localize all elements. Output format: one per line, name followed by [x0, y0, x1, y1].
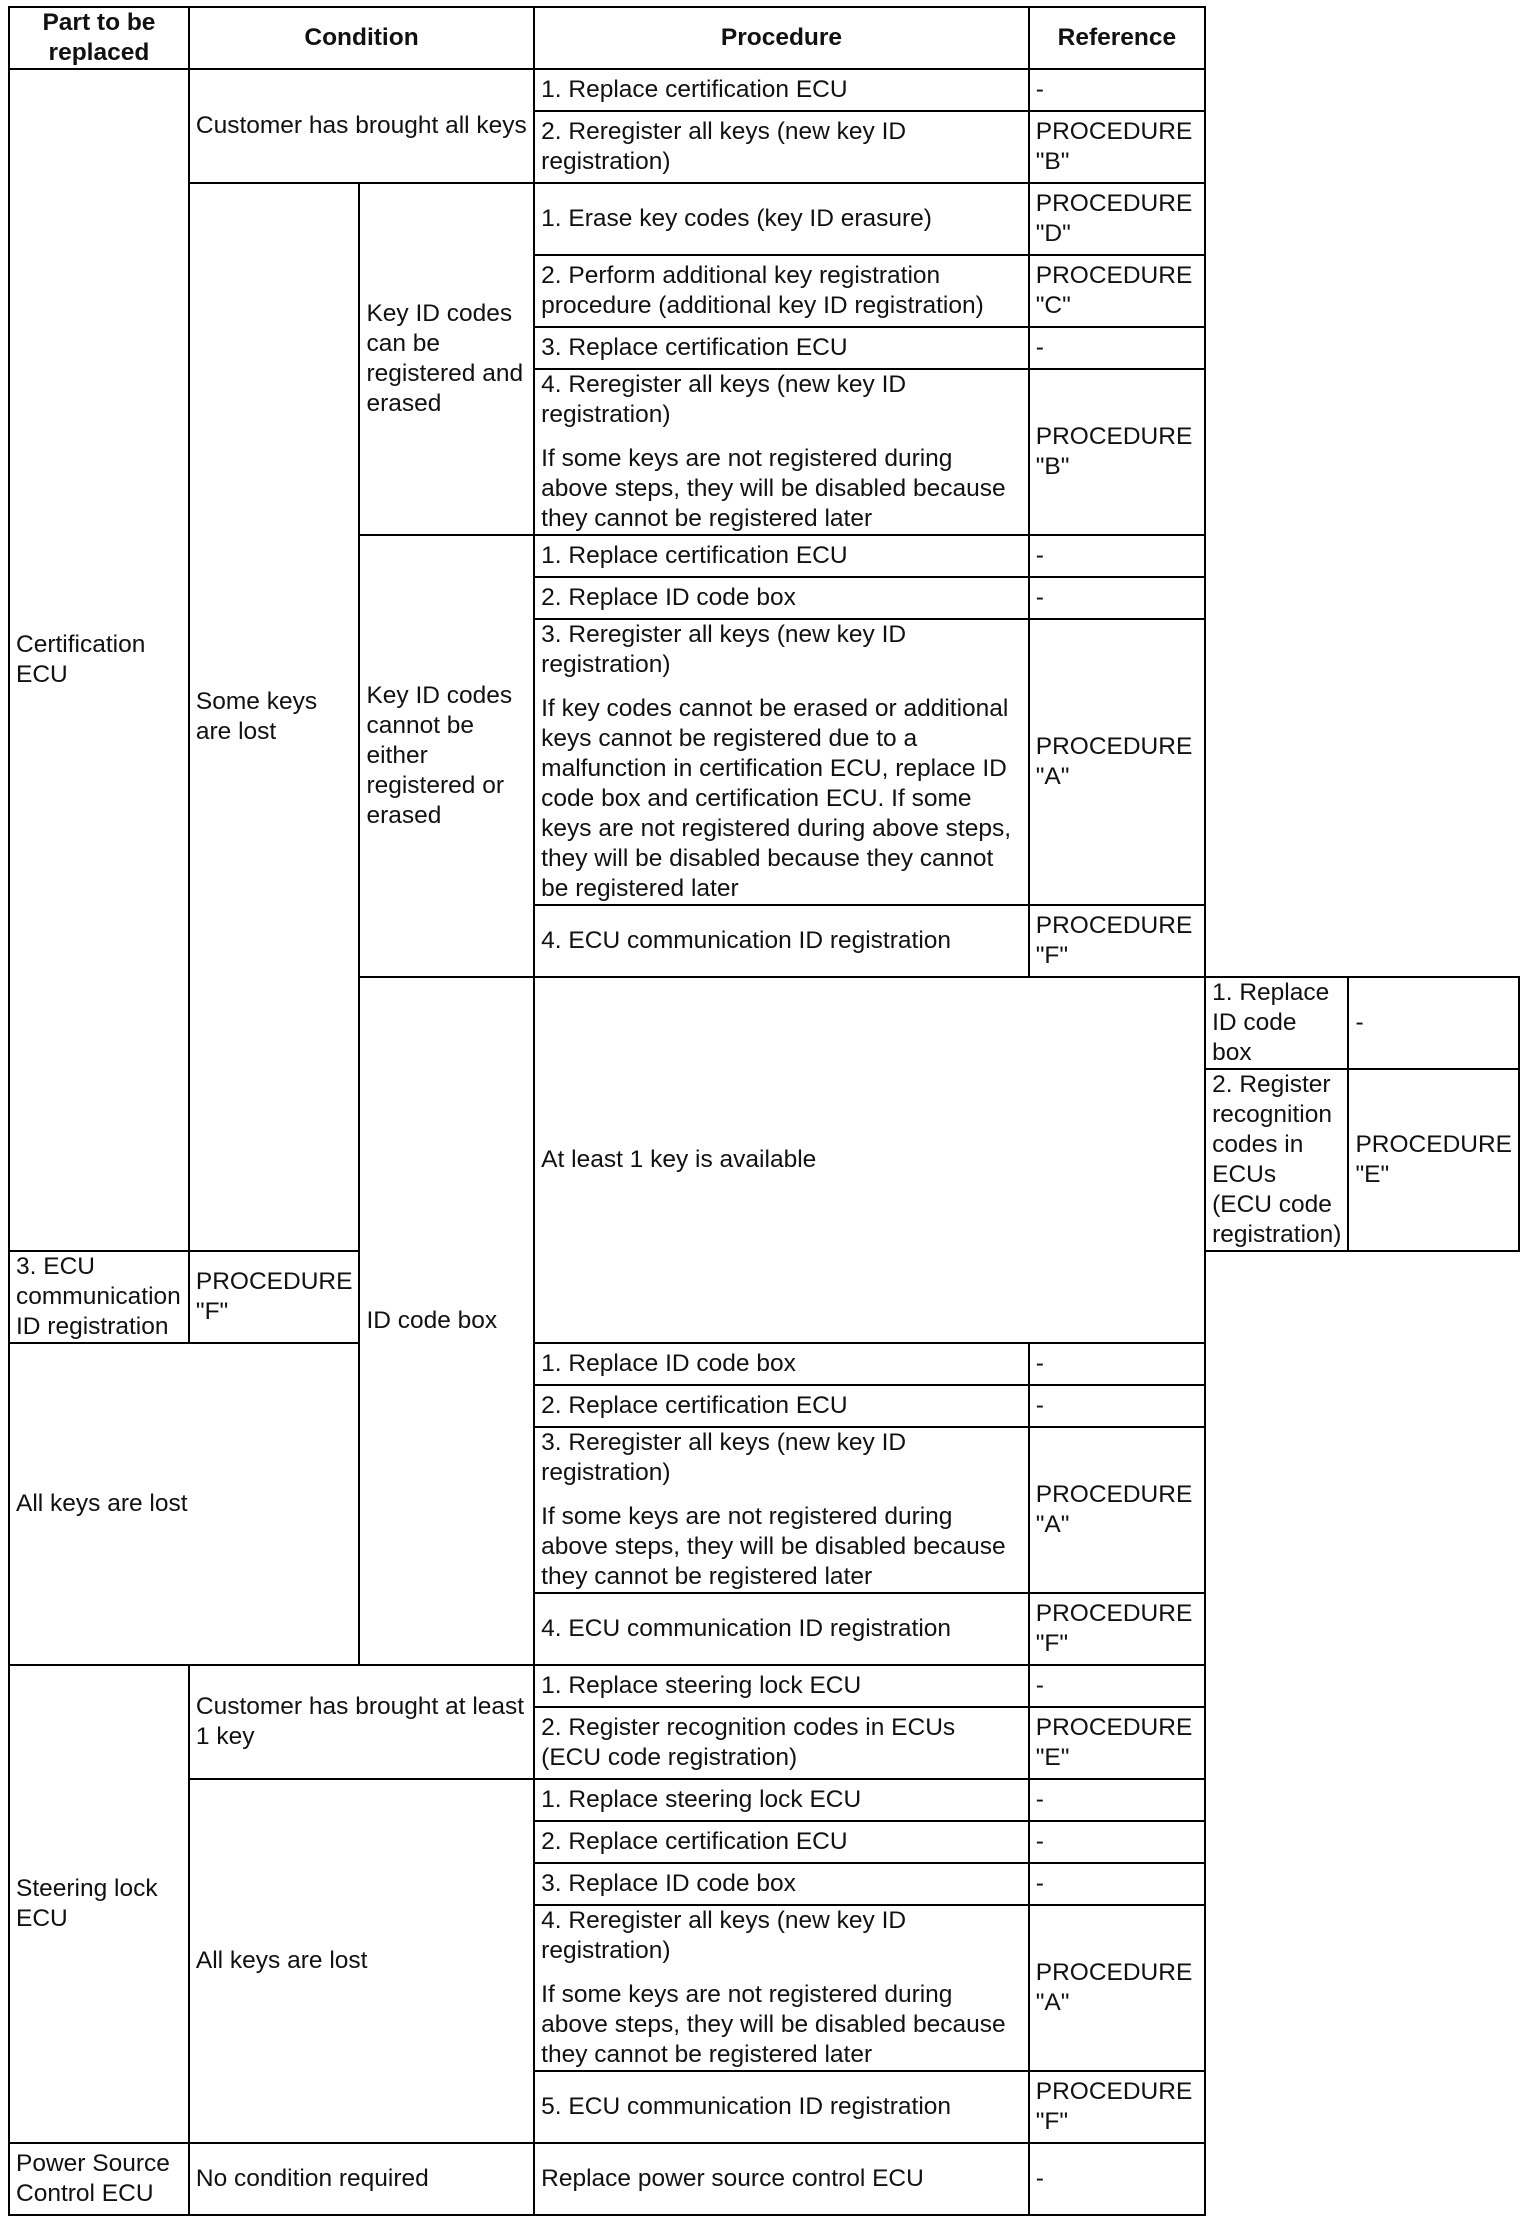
procedure-cell: 1. Replace steering lock ECU	[534, 1665, 1029, 1707]
table-row	[9, 183, 1519, 255]
condition-cell: Some keys are lost	[189, 183, 360, 1251]
procedure-cell: 2. Register recognition codes in ECUs (ECU code registration)	[534, 1707, 1029, 1779]
subcondition-cell: Key ID codes cannot be either registered or erased	[359, 535, 534, 977]
procedure-cell: 2. Replace ID code box	[534, 577, 1029, 619]
header-reference: Reference	[1029, 7, 1205, 69]
reference-cell: PROCEDURE "C"	[1029, 255, 1205, 327]
reference-cell: PROCEDURE "B"	[1029, 369, 1205, 535]
reference-cell: -	[1029, 327, 1205, 369]
reference-cell: PROCEDURE "D"	[1029, 183, 1205, 255]
part-cell-certification-ecu: Certification ECU	[9, 69, 189, 1251]
procedure-cell: 1. Erase key codes (key ID erasure)	[534, 183, 1029, 255]
procedure-note: If some keys are not registered during above steps, they will be disabled because they cannot be registered later	[541, 445, 1006, 532]
subcondition-cell: Key ID codes can be registered and erased	[359, 183, 534, 535]
procedure-cell: 3. Replace ID code box	[534, 1863, 1029, 1905]
procedure-cell	[534, 1905, 1029, 2071]
procedure-note: If some keys are not registered during above steps, they will be disabled because they cannot be registered later	[541, 1981, 1006, 2068]
procedure-cell: 1. Replace certification ECU	[534, 69, 1029, 111]
header-row	[9, 7, 1519, 69]
table-row	[9, 2143, 1519, 2215]
procedure-cell	[534, 619, 1029, 905]
reference-cell: -	[1029, 1821, 1205, 1863]
procedure-cell: Replace power source control ECU	[534, 2143, 1029, 2215]
table-row	[9, 69, 1519, 111]
reference-cell: PROCEDURE "F"	[1029, 1593, 1205, 1665]
procedure-cell: 1. Replace ID code box	[1205, 977, 1348, 1069]
condition-cell: All keys are lost	[189, 1779, 534, 2143]
procedure-cell: 2. Register recognition codes in ECUs (ECU code registration)	[1205, 1069, 1348, 1251]
reference-cell: -	[1348, 977, 1519, 1069]
part-cell-id-code-box: ID code box	[359, 977, 534, 1665]
condition-cell: No condition required	[189, 2143, 534, 2215]
header-part: Part to be replaced	[9, 7, 189, 69]
procedure-step: 3. Reregister all keys (new key ID registration)	[541, 621, 907, 678]
procedure-step: 4. Reregister all keys (new key ID registration)	[541, 1907, 907, 1964]
table-row	[9, 1665, 1519, 1707]
reference-cell: -	[1029, 2143, 1205, 2215]
procedure-cell: 1. Replace certification ECU	[534, 535, 1029, 577]
table-row	[9, 1343, 1519, 1385]
table-row	[9, 1779, 1519, 1821]
procedure-cell: 3. Replace certification ECU	[534, 327, 1029, 369]
reference-cell: -	[1029, 1385, 1205, 1427]
header-condition: Condition	[189, 7, 534, 69]
condition-cell: Customer has brought all keys	[189, 69, 534, 183]
procedure-cell	[534, 1427, 1029, 1593]
procedure-step: 4. Reregister all keys (new key ID registration)	[541, 371, 907, 428]
part-cell-power-source-control-ecu: Power Source Control ECU	[9, 2143, 189, 2215]
reference-cell: -	[1029, 69, 1205, 111]
procedure-cell	[534, 369, 1029, 535]
reference-cell: -	[1029, 1863, 1205, 1905]
replacement-procedure-table	[8, 6, 1520, 2216]
condition-cell: Customer has brought at least 1 key	[189, 1665, 534, 1779]
reference-cell: -	[1029, 1343, 1205, 1385]
reference-cell: -	[1029, 577, 1205, 619]
condition-cell: At least 1 key is available	[534, 977, 1205, 1343]
reference-cell: PROCEDURE "A"	[1029, 619, 1205, 905]
reference-cell: PROCEDURE "E"	[1348, 1069, 1519, 1251]
procedure-cell: 1. Replace steering lock ECU	[534, 1779, 1029, 1821]
reference-cell: PROCEDURE "A"	[1029, 1905, 1205, 2071]
procedure-cell: 1. Replace ID code box	[534, 1343, 1029, 1385]
procedure-note: If key codes cannot be erased or additional keys cannot be registered due to a malfunction in certification ECU, replace ID code box and certification ECU. If some keys are not registered during above steps, they will be disabled because they cannot be registered later	[541, 695, 1012, 902]
procedure-cell: 3. ECU communication ID registration	[9, 1251, 189, 1343]
reference-cell: PROCEDURE "E"	[1029, 1707, 1205, 1779]
procedure-cell: 2. Replace certification ECU	[534, 1821, 1029, 1863]
reference-cell: PROCEDURE "F"	[1029, 2071, 1205, 2143]
procedure-cell: 4. ECU communication ID registration	[534, 1593, 1029, 1665]
reference-cell: PROCEDURE "B"	[1029, 111, 1205, 183]
header-procedure: Procedure	[534, 7, 1029, 69]
procedure-cell: 2. Reregister all keys (new key ID registration)	[534, 111, 1029, 183]
procedure-cell: 2. Perform additional key registration procedure (additional key ID registration)	[534, 255, 1029, 327]
reference-cell: PROCEDURE "F"	[1029, 905, 1205, 977]
reference-cell: -	[1029, 535, 1205, 577]
reference-cell: -	[1029, 1665, 1205, 1707]
procedure-cell: 2. Replace certification ECU	[534, 1385, 1029, 1427]
reference-cell: PROCEDURE "A"	[1029, 1427, 1205, 1593]
part-cell-steering-lock-ecu: Steering lock ECU	[9, 1665, 189, 2143]
procedure-note: If some keys are not registered during above steps, they will be disabled because they cannot be registered later	[541, 1503, 1006, 1590]
procedure-cell: 5. ECU communication ID registration	[534, 2071, 1029, 2143]
reference-cell: PROCEDURE "F"	[189, 1251, 360, 1343]
procedure-step: 3. Reregister all keys (new key ID registration)	[541, 1429, 907, 1486]
procedure-cell: 4. ECU communication ID registration	[534, 905, 1029, 977]
condition-cell: All keys are lost	[9, 1343, 359, 1665]
reference-cell: -	[1029, 1779, 1205, 1821]
